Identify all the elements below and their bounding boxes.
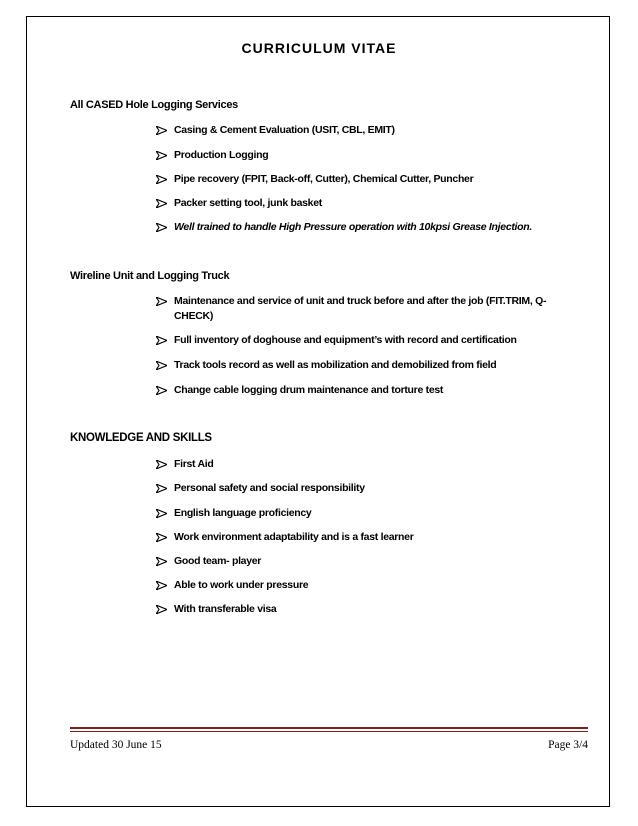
list-item-text: With transferable visa [174,603,277,615]
list-item [156,196,566,211]
arrow-bullet-icon [156,148,170,160]
list-item-text: Good team- player [174,555,262,567]
arrow-bullet-icon [156,333,170,345]
section-heading-wireline: Wireline Unit and Logging Truck [70,270,230,282]
arrow-bullet-icon [156,220,170,232]
list-item-text: Production Logging [174,149,269,161]
arrow-bullet-icon [156,481,170,493]
arrow-bullet-icon [156,457,170,469]
list-item [156,578,566,593]
list-item [156,554,566,569]
list-item [156,457,566,472]
list-item [156,358,566,373]
arrow-bullet-icon [156,554,170,566]
arrow-bullet-icon [156,294,170,306]
arrow-bullet-icon [156,123,170,135]
list-item [156,481,566,496]
footer-page-number: Page 3/4 [548,739,588,751]
list-item [156,602,566,617]
section-heading-knowledge-skills: KNOWLEDGE AND SKILLS [70,432,212,444]
arrow-bullet-icon [156,602,170,614]
list-item [156,506,566,521]
list-item [156,123,566,138]
arrow-bullet-icon [156,530,170,542]
arrow-bullet-icon [156,578,170,590]
list-item-text: Pipe recovery (FPIT, Back-off, Cutter), Chemical Cutter, Puncher [174,173,474,185]
list-item-text: Work environment adaptability and is a fast learner [174,531,414,543]
arrow-bullet-icon [156,196,170,208]
arrow-bullet-icon [156,172,170,184]
list-item [156,148,566,163]
list-item [156,333,566,348]
arrow-bullet-icon [156,383,170,395]
list-item-text: Change cable logging drum maintenance and torture test [174,384,444,396]
list-item-text: Packer setting tool, junk basket [174,197,322,209]
list-item [156,172,566,187]
arrow-bullet-icon [156,358,170,370]
list-item [156,220,566,235]
list-item-text: Able to work under pressure [174,579,309,591]
list-item [156,294,566,324]
footer-rule [70,727,588,729]
list-item-text: English language proficiency [174,507,312,519]
list-item-text: First Aid [174,458,214,470]
list-item-text: Track tools record as well as mobilization and demobilized from field [174,359,497,371]
page-title: CURRICULUM VITAE [241,40,397,56]
list-item-text: Casing & Cement Evaluation (USIT, CBL, EMIT) [174,124,395,136]
list-item-text: Well trained to handle High Pressure operation with 10kpsi Grease Injection. [174,221,533,233]
section-heading-cased-hole: All CASED Hole Logging Services [70,99,238,111]
list-item [156,383,566,398]
footer-rule-thin [70,731,588,732]
list-item-text: Personal safety and social responsibility [174,482,365,494]
arrow-bullet-icon [156,506,170,518]
list-item-text: Maintenance and service of unit and truck before and after the job (FIT.TRIM, Q-CHECK) [174,295,547,322]
list-item [156,530,566,545]
footer-updated-date: Updated 30 June 15 [70,739,162,751]
list-item-text: Full inventory of doghouse and equipment’s with record and certification [174,334,517,346]
